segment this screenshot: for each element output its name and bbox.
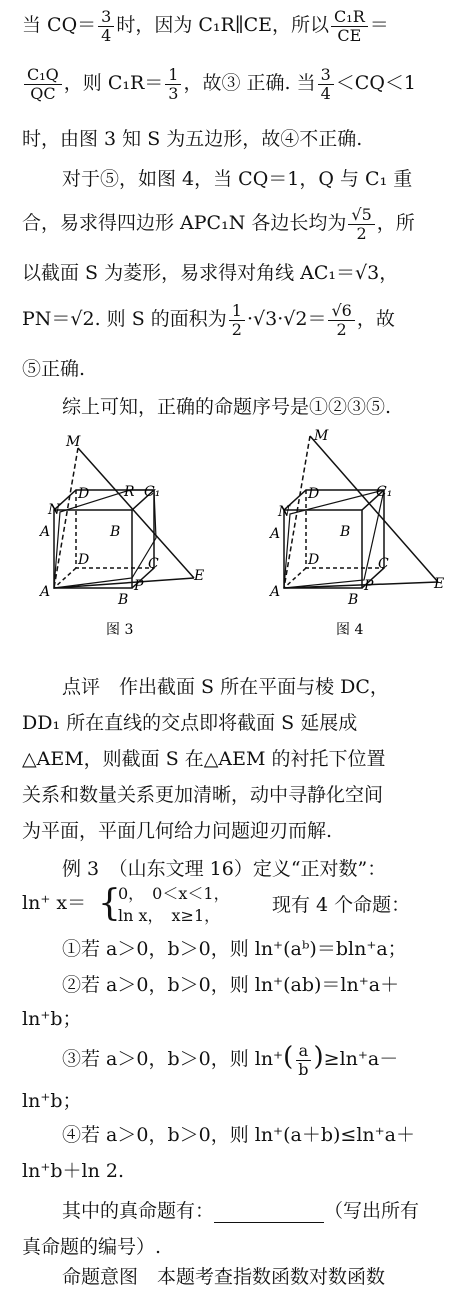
fraction: $\frac{3}{4}$: [318, 66, 334, 102]
label-D: D: [78, 552, 90, 568]
text-line-2: [22, 66, 462, 102]
text-line-8: ⑤正确.: [22, 358, 86, 380]
case-2: ln x， x≥1，: [118, 906, 221, 925]
fraction: $\frac{1}{2}$: [229, 302, 245, 338]
question-line: [22, 1200, 474, 1223]
label-C1: C₁: [144, 484, 161, 500]
text-fragment: ＝: [369, 14, 389, 37]
text-fragment: 其中的真命题有：: [62, 1200, 215, 1222]
cube-figures: [22, 428, 462, 666]
comment-line-4: 关系和数量关系更加清晰，动中寻静化空间: [22, 784, 384, 806]
definition-line: [22, 883, 462, 932]
question-line-cont: 真命题的编号）.: [22, 1236, 162, 1258]
text-fragment: ，故③ 正确. 当: [183, 72, 316, 95]
text-fragment: ＜CQ＜1: [335, 72, 416, 95]
text-fragment: 合，易求得四边形 APC₁N 各边长均为: [22, 212, 347, 235]
figure-3: [54, 448, 194, 588]
figure-4-labels: [268, 428, 444, 638]
text-fragment: ，则 C₁R＝: [63, 72, 164, 95]
label-B1: B: [340, 524, 351, 540]
label-N: N: [48, 502, 61, 518]
fraction: $\frac{√5}{2}$: [348, 206, 374, 242]
brace-icon: {: [98, 883, 121, 924]
label-D: D: [308, 552, 320, 568]
text-fragment: ，故: [356, 308, 395, 331]
text-fragment: ，所: [376, 212, 415, 235]
label-A: A: [40, 584, 51, 600]
proposition-4-cont: ln⁺b＋ln 2.: [22, 1160, 124, 1182]
label-D1: D: [308, 486, 320, 502]
text-fragment: ln⁺ x＝: [22, 892, 87, 914]
text-fragment: 现有 4 个命题：: [272, 894, 411, 916]
answer-blank[interactable]: [214, 1204, 324, 1223]
label-B: B: [348, 592, 359, 608]
text-fragment: PN＝√2. 则 S 的面积为: [22, 308, 227, 331]
figures-area: [22, 428, 462, 666]
proposition-4: ④若 a＞0，b＞0，则 ln⁺(a＋b)≤ln⁺a＋: [62, 1124, 415, 1146]
text-fragment: 时，因为 C₁R∥CE，所以: [116, 14, 330, 37]
label-M: M: [314, 428, 329, 444]
label-E: E: [194, 568, 205, 584]
label-A: A: [270, 584, 281, 600]
text-fragment: （写出所有: [324, 1200, 420, 1222]
label-M: M: [66, 434, 81, 450]
case-1: 0， 0＜x＜1，: [118, 884, 230, 903]
text-line-3: 时，由图 3 知 S 为五边形，故④不正确.: [22, 128, 363, 150]
label-A1: A: [270, 526, 281, 542]
comment-line-3: △AEM，则截面 S 在△AEM 的衬托下位置: [22, 748, 386, 770]
proposition-1: ①若 a＞0，b＞0，则 ln⁺(aᵇ)＝bln⁺a；: [62, 938, 407, 960]
text-line-5: [22, 206, 462, 242]
text-fragment: ③若 a＞0，b＞0，则 ln⁺: [62, 1048, 284, 1071]
label-B: B: [118, 592, 129, 608]
label-C1: C₁: [376, 484, 393, 500]
text-fragment: ≥ln⁺a－: [323, 1048, 399, 1071]
text-line-1: [22, 8, 462, 44]
label-R: R: [124, 484, 135, 500]
proposition-2: ②若 a＞0，b＞0，则 ln⁺(ab)＝ln⁺a＋: [62, 974, 400, 996]
fraction: $\frac{\text{C₁R}}{CE}$: [331, 8, 368, 44]
intent-line: 命题意图 本题考查指数函数对数函数: [62, 1266, 386, 1288]
fraction: $\frac{1}{3}$: [165, 66, 181, 102]
fraction: $\frac{3}{4}$: [98, 8, 114, 44]
label-P: P: [134, 578, 144, 594]
label-N: N: [278, 504, 291, 520]
text-line-7: [22, 302, 462, 338]
label-C: C: [378, 556, 389, 572]
text-line-6: 以截面 S 为菱形，易求得对角线 AC₁＝√3，: [22, 262, 399, 284]
text-fragment: ·√3·√2＝: [246, 308, 327, 331]
fraction: $\frac{a}{b}$: [295, 1042, 311, 1078]
label-B1: B: [110, 524, 121, 540]
label-D1: D: [78, 486, 90, 502]
label-C: C: [148, 556, 159, 572]
fraction: $\frac{√6}{2}$: [328, 302, 354, 338]
caption-fig3: 图 3: [106, 622, 134, 638]
fraction: $\frac{\text{C₁Q}}{QC}$: [24, 66, 62, 102]
caption-fig4: 图 4: [336, 622, 364, 638]
label-P: P: [364, 578, 374, 594]
comment-line-1: 点评 作出截面 S 所在平面与棱 DC，: [62, 676, 389, 698]
text-line-4: 对于⑤，如图 4，当 CQ＝1，Q 与 C₁ 重: [62, 168, 413, 190]
comment-line-5: 为平面，平面几何给力问题迎刃而解.: [22, 820, 333, 842]
example-title: 例 3 （山东文理 16）定义“正对数”：: [62, 858, 387, 880]
proposition-2-cont: ln⁺b；: [22, 1008, 82, 1030]
text-fragment: 当 CQ＝: [22, 14, 97, 37]
proposition-3: ③若 a＞0，b＞0，则 ln⁺( $\frac{a}{b}$ )≥ln⁺a－: [62, 1041, 399, 1079]
comment-line-2: DD₁ 所在直线的交点即将截面 S 延展成: [22, 712, 358, 734]
proposition-3-cont: ln⁺b；: [22, 1090, 82, 1112]
label-A1: A: [40, 524, 51, 540]
label-E: E: [434, 576, 445, 592]
text-line-9: 综上可知，正确的命题序号是①②③⑤.: [62, 396, 392, 418]
